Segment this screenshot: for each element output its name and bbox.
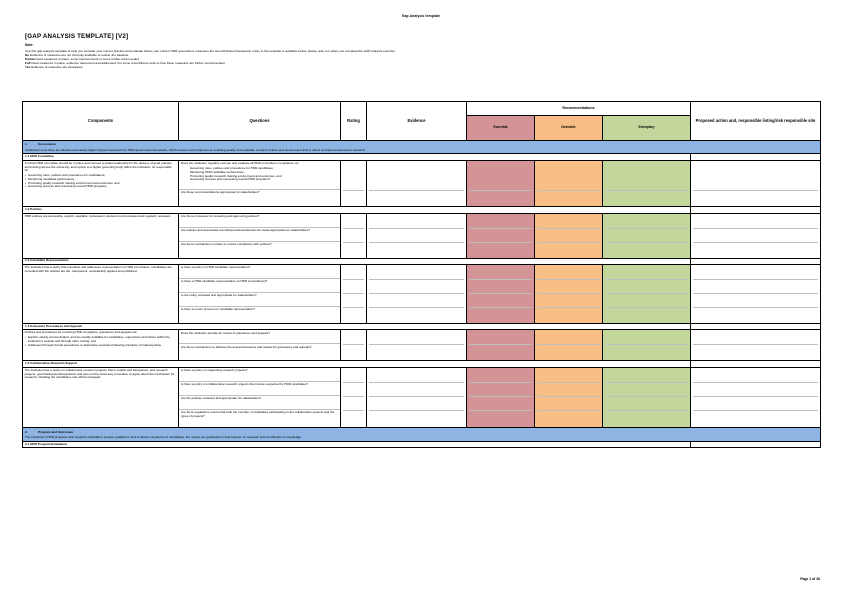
questions-cell xyxy=(179,213,341,258)
question-item[interactable] xyxy=(179,307,340,321)
notes-label: Note: xyxy=(25,43,34,47)
section-band xyxy=(23,141,821,154)
question-text: Is the policy reviewed and appropriate for stakeholders? xyxy=(181,293,257,298)
evidence-cell[interactable] xyxy=(367,264,467,323)
exemplary-cell[interactable] xyxy=(603,367,691,428)
cell-segment[interactable] xyxy=(537,191,601,205)
exemplary-cell[interactable] xyxy=(603,330,691,361)
exemplary-cell[interactable] xyxy=(603,160,691,206)
cell-segment[interactable] xyxy=(369,383,465,397)
cell-segment[interactable] xyxy=(343,308,365,322)
component-bullet-list xyxy=(25,174,177,190)
page-footer: Page 1 of 26 xyxy=(800,577,820,581)
notes-key-tag: Full xyxy=(25,60,31,65)
cell-segment[interactable] xyxy=(537,369,601,383)
table-row xyxy=(23,213,821,258)
exemplary-cell[interactable] xyxy=(603,213,691,258)
cell-segment[interactable] xyxy=(693,162,819,191)
cell-segment[interactable] xyxy=(469,331,533,345)
essential-cell[interactable] xyxy=(467,367,535,428)
table-header xyxy=(23,102,821,141)
cell-segment[interactable] xyxy=(369,308,465,322)
cell-segment[interactable] xyxy=(369,294,465,308)
question-item[interactable] xyxy=(179,344,340,358)
cell-segment[interactable] xyxy=(605,280,689,294)
notes-key-tag: Partial xyxy=(25,56,35,61)
component-lead: A robust HDR committee should be in place and oversee provides leadership for the delivery of good practice and training across the university, and reports to a higher governing body within the institution. Its responsible for: xyxy=(24,160,172,173)
cell-segment[interactable] xyxy=(605,266,689,280)
col-header-desirable: Desirable xyxy=(535,116,603,141)
section-description: Institutions must have an effective and clearly higher degree framework for HDR governance framework, which ensures and enhances an enabling quality and equitable research culture and environment that is robust and well-resourced for research. xyxy=(25,147,366,152)
cell-segment[interactable] xyxy=(469,383,533,397)
cell-segment[interactable] xyxy=(469,280,533,294)
cell-segment[interactable] xyxy=(693,229,819,243)
component-lead: HDR policies are accessible, explicit, equitable, transparent, decision-communicated and regularly reviewed. xyxy=(24,213,171,218)
section-name: Governance xyxy=(38,142,56,147)
cell-segment[interactable] xyxy=(537,331,601,345)
cell-segment[interactable] xyxy=(343,331,365,345)
component-cell xyxy=(23,330,179,361)
proposed-action-cell[interactable] xyxy=(691,264,821,323)
cell-segment[interactable] xyxy=(537,397,601,411)
subsection-label: 1.4 Grievance Procedures and Appeals xyxy=(23,323,691,329)
notes-key-text: Good measures in place, some improvements or some further work needed xyxy=(35,56,139,61)
notes-key-text: Evidence of measures are not currently available to review, the baseline xyxy=(30,52,129,57)
cell-segment[interactable] xyxy=(605,369,689,383)
cell-segment[interactable] xyxy=(605,397,689,411)
cell-segment[interactable] xyxy=(469,162,533,191)
question-text: Are policies and associated records/procedures/documents made appropriate for stakeholders? xyxy=(181,227,310,232)
cell-segment[interactable] xyxy=(343,397,365,411)
cell-segment[interactable] xyxy=(343,411,365,427)
cell-segment[interactable] xyxy=(469,397,533,411)
cell-segment[interactable] xyxy=(605,308,689,322)
section-band xyxy=(23,428,821,441)
proposed-action-label: Proposed action and, responsible listing/risk responsible site xyxy=(695,118,816,124)
question-bullet: Governing rules, policies and procedures for HDR candidates; xyxy=(190,165,274,170)
question-item[interactable] xyxy=(179,214,340,228)
cell-segment[interactable] xyxy=(693,266,819,280)
notes-line: Use this gap analysis template to help you consider your current practice and evaluate where your current HDR governance measures the Good Practice Framework. A key to the template is available below, please refer to it when you complete the GAP Analysis exercise. xyxy=(25,48,396,53)
cell-segment[interactable] xyxy=(605,331,689,345)
section-band-row xyxy=(23,428,821,441)
cell-segment[interactable] xyxy=(469,369,533,383)
cell-segment[interactable] xyxy=(693,215,819,229)
cell-segment[interactable] xyxy=(343,294,365,308)
component-lead: The institution has a policy on collaborative research projects that is explicit and transparent, and research projects, good background/experience and sets out the necessary procedure to agree about the mechanism for research, including the candidate's role will be managed. xyxy=(24,367,175,380)
component-cell xyxy=(23,160,179,206)
cell-segment[interactable] xyxy=(369,215,465,229)
rating-cell[interactable] xyxy=(341,367,367,428)
cell-segment[interactable] xyxy=(693,383,819,397)
cell-segment[interactable] xyxy=(605,229,689,243)
desirable-cell[interactable] xyxy=(535,367,603,428)
subsection-label: 1.1 HDR Committee xyxy=(23,154,691,160)
cell-segment[interactable] xyxy=(537,294,601,308)
cell-segment[interactable] xyxy=(537,383,601,397)
question-item[interactable] xyxy=(179,410,340,426)
cell-segment[interactable] xyxy=(693,369,819,383)
question-item[interactable] xyxy=(179,279,340,293)
cell-segment[interactable] xyxy=(369,191,465,205)
cell-segment[interactable] xyxy=(605,411,689,427)
proposed-action-cell[interactable] xyxy=(691,367,821,428)
table-row xyxy=(23,160,821,206)
cell-segment[interactable] xyxy=(369,369,465,383)
notes-key-text: Evidence of measures are developed xyxy=(31,64,83,69)
desirable-cell[interactable] xyxy=(535,160,603,206)
question-text: Is there a policy on collaborative research projects that involve supported by HDR candidates? xyxy=(181,381,309,386)
component-cell xyxy=(23,213,179,258)
cell-segment[interactable] xyxy=(343,229,365,243)
cell-segment[interactable] xyxy=(605,345,689,359)
question-item[interactable] xyxy=(179,396,340,410)
cell-segment[interactable] xyxy=(469,266,533,280)
notes-key-tag: No xyxy=(25,52,30,57)
question-item[interactable] xyxy=(179,161,340,190)
question-item[interactable] xyxy=(179,368,340,382)
component-bullet-list xyxy=(25,336,177,348)
essential-cell[interactable] xyxy=(467,330,535,361)
evidence-cell[interactable] xyxy=(367,330,467,361)
col-header-recommendations: Recommendations xyxy=(467,102,691,116)
cell-segment[interactable] xyxy=(343,162,365,191)
question-text: Is there a recent process for candidate representation? xyxy=(181,307,256,312)
question-text: Are there regulations ensure that both the member of candidates participating in the collaborative projects and the types of projects? xyxy=(181,409,335,418)
subsection-label: 2.1 HDR Program Evaluation xyxy=(23,441,691,447)
cell-segment[interactable] xyxy=(469,345,533,359)
cell-segment[interactable] xyxy=(693,280,819,294)
questions-cell xyxy=(179,160,341,206)
desirable-cell[interactable] xyxy=(535,264,603,323)
subsection-label: 1.3 Candidate Representation xyxy=(23,258,691,264)
cell-segment[interactable] xyxy=(693,191,819,205)
question-text: Are these recommendations appropriate for stakeholders? xyxy=(181,190,260,195)
question-bullet-list xyxy=(181,167,338,183)
cell-segment[interactable] xyxy=(369,345,465,359)
question-bullet: Monitoring HDR candidate performance; xyxy=(190,169,245,174)
table-row xyxy=(23,330,821,361)
cell-segment[interactable] xyxy=(693,397,819,411)
question-item[interactable] xyxy=(179,265,340,279)
cell-segment[interactable] xyxy=(605,215,689,229)
cell-segment[interactable] xyxy=(537,266,601,280)
cell-segment[interactable] xyxy=(343,369,365,383)
rating-cell[interactable] xyxy=(341,264,367,323)
question-text: Is there a policy on HDR candidate representation? xyxy=(181,265,251,270)
cell-segment[interactable] xyxy=(693,411,819,427)
section-number: 1. xyxy=(25,142,28,147)
notes-block xyxy=(25,43,825,69)
gap-analysis-table xyxy=(22,101,821,448)
question-text: Are there processes for reviewing and approving policies? xyxy=(181,213,260,218)
cell-segment[interactable] xyxy=(469,308,533,322)
component-bullet: • Governing success and overseeing overall HDR programs. xyxy=(28,185,176,189)
desirable-cell[interactable] xyxy=(535,330,603,361)
notes-key-line xyxy=(25,65,825,69)
evidence-cell[interactable] xyxy=(367,160,467,206)
cell-segment[interactable] xyxy=(343,215,365,229)
proposed-action-cell[interactable] xyxy=(691,330,821,361)
proposed-action-cell[interactable] xyxy=(691,213,821,258)
component-bullet: • Governing rules, policies and procedures for candidature; xyxy=(28,174,176,178)
header-row-top xyxy=(23,102,821,116)
cell-segment[interactable] xyxy=(605,294,689,308)
component-cell xyxy=(23,367,179,428)
cell-segment[interactable] xyxy=(537,308,601,322)
col-header-essential: Essential xyxy=(467,116,535,141)
cell-segment[interactable] xyxy=(369,266,465,280)
col-header-rating: Rating xyxy=(341,102,367,141)
section-name: Program and Outcomes xyxy=(38,429,74,434)
question-text: Are the policies reviewed and appropriate for stakeholders? xyxy=(181,395,262,400)
questions-cell xyxy=(179,330,341,361)
section-description: The institution's HDR programs that supports candidate's positive qualities in and to deliver excellence to candidates, the results are graduated to deal impacts on research and contribution to knowledge. xyxy=(25,434,302,439)
cell-segment[interactable] xyxy=(369,331,465,345)
cell-segment[interactable] xyxy=(369,411,465,427)
subsection-label: 1.2 Policies xyxy=(23,207,691,213)
col-header-proposed-action xyxy=(691,102,821,141)
component-cell xyxy=(23,264,179,323)
component-bullet: • Monitoring candidate performance; xyxy=(28,178,176,182)
document-title: [GAP ANALYSIS TEMPLATE] [V2] xyxy=(25,33,129,40)
cell-segment[interactable] xyxy=(605,162,689,191)
col-header-exemplary: Exemplary xyxy=(603,116,691,141)
cell-segment[interactable] xyxy=(469,229,533,243)
col-header-evidence: Evidence xyxy=(367,102,467,141)
evidence-cell[interactable] xyxy=(367,213,467,258)
table-body xyxy=(23,141,821,448)
cell-segment[interactable] xyxy=(537,280,601,294)
component-lead: The institution has a policy that considers and addresses representation on HDR committees. Candidates are consulted with the policies are fair, transparent, considerably applied and published. xyxy=(24,264,172,273)
cell-segment[interactable] xyxy=(693,331,819,345)
col-header-components: Components xyxy=(23,102,179,141)
cell-segment[interactable] xyxy=(343,280,365,294)
cell-segment[interactable] xyxy=(369,162,465,191)
cell-segment[interactable] xyxy=(343,191,365,205)
subsection-label: 1.5 Collaborative Research Support xyxy=(23,361,691,367)
cell-segment[interactable] xyxy=(343,243,365,257)
essential-cell[interactable] xyxy=(467,213,535,258)
question-bullet: Promoting quality research training environment and outcomes; and xyxy=(190,173,282,178)
running-head: Gap Analysis template xyxy=(401,14,441,18)
cell-segment[interactable] xyxy=(369,229,465,243)
rating-cell[interactable] xyxy=(341,160,367,206)
cell-segment[interactable] xyxy=(693,294,819,308)
question-item[interactable] xyxy=(179,293,340,307)
cell-segment[interactable] xyxy=(469,411,533,427)
cell-segment[interactable] xyxy=(469,243,533,257)
cell-segment[interactable] xyxy=(537,411,601,427)
cell-segment[interactable] xyxy=(537,243,601,257)
component-bullet: • Promoting quality research training environment and outcomes; and xyxy=(28,182,176,186)
question-item[interactable] xyxy=(179,330,340,344)
question-text: Does the institution provide for review of grievances and appeals? xyxy=(181,330,270,335)
table-row xyxy=(23,367,821,428)
cell-segment[interactable] xyxy=(369,397,465,411)
cell-segment[interactable] xyxy=(537,215,601,229)
questions-cell xyxy=(179,367,341,428)
cell-segment[interactable] xyxy=(469,191,533,205)
rating-cell[interactable] xyxy=(341,330,367,361)
component-lead: Policies and procedures for resolving HDR complaints, grievances and appeals are: xyxy=(24,330,138,335)
cell-segment[interactable] xyxy=(605,243,689,257)
cell-segment[interactable] xyxy=(537,345,601,359)
table-row xyxy=(23,264,821,323)
component-bullet: • Addressed through formal procedures or alternative resolution following principles of natural justice. xyxy=(28,344,176,348)
cell-segment[interactable] xyxy=(605,191,689,205)
cell-segment[interactable] xyxy=(693,308,819,322)
evidence-cell[interactable] xyxy=(367,367,467,428)
cell-segment[interactable] xyxy=(537,162,601,191)
proposed-action-cell[interactable] xyxy=(691,441,821,447)
cell-segment[interactable] xyxy=(693,345,819,359)
question-item[interactable] xyxy=(179,190,340,204)
cell-segment[interactable] xyxy=(343,345,365,359)
notes-key-tag: Yes xyxy=(25,64,31,69)
cell-segment[interactable] xyxy=(469,215,533,229)
col-header-questions: Questions xyxy=(179,102,341,141)
section-number: 2. xyxy=(25,429,28,434)
component-bullet: • Explicit, clearly communicated, and are readily available for candidates, supervisors and others within the institution's website and through other routing; and xyxy=(28,336,176,344)
proposed-action-cell[interactable] xyxy=(691,160,821,206)
question-text: Is there a policy on supporting research projects? xyxy=(181,367,248,372)
cell-segment[interactable] xyxy=(369,280,465,294)
cell-segment[interactable] xyxy=(369,243,465,257)
cell-segment[interactable] xyxy=(693,243,819,257)
cell-segment[interactable] xyxy=(343,266,365,280)
section-band-row xyxy=(23,141,821,154)
cell-segment[interactable] xyxy=(605,383,689,397)
essential-cell[interactable] xyxy=(467,264,535,323)
question-item[interactable] xyxy=(179,382,340,396)
desirable-cell[interactable] xyxy=(535,213,603,258)
question-text: Are there mechanisms to address the access/resources and related for grievances and appeals? xyxy=(181,344,312,349)
subsection-label-row xyxy=(23,441,821,447)
cell-segment[interactable] xyxy=(537,229,601,243)
exemplary-cell[interactable] xyxy=(603,264,691,323)
question-text: Is there a HDR candidate representative on HDR committee(s)? xyxy=(181,279,268,284)
cell-segment[interactable] xyxy=(469,294,533,308)
question-text: Are there mechanisms in place to ensure compliance with policies? xyxy=(181,241,272,246)
notes-key-text: Clear measures in place, evidence referenced and addressed, but some recent/future work to how these measures are further recommended xyxy=(31,60,225,65)
question-item[interactable] xyxy=(179,242,340,256)
question-item[interactable] xyxy=(179,228,340,242)
essential-cell[interactable] xyxy=(467,160,535,206)
rating-cell[interactable] xyxy=(341,213,367,258)
questions-cell xyxy=(179,264,341,323)
question-bullet: Governing success and overseeing overall HDR programs? xyxy=(190,177,271,182)
question-text: Does the institution regularly oversee and evaluate all HDR committee's compliance on: xyxy=(181,160,300,165)
cell-segment[interactable] xyxy=(343,383,365,397)
